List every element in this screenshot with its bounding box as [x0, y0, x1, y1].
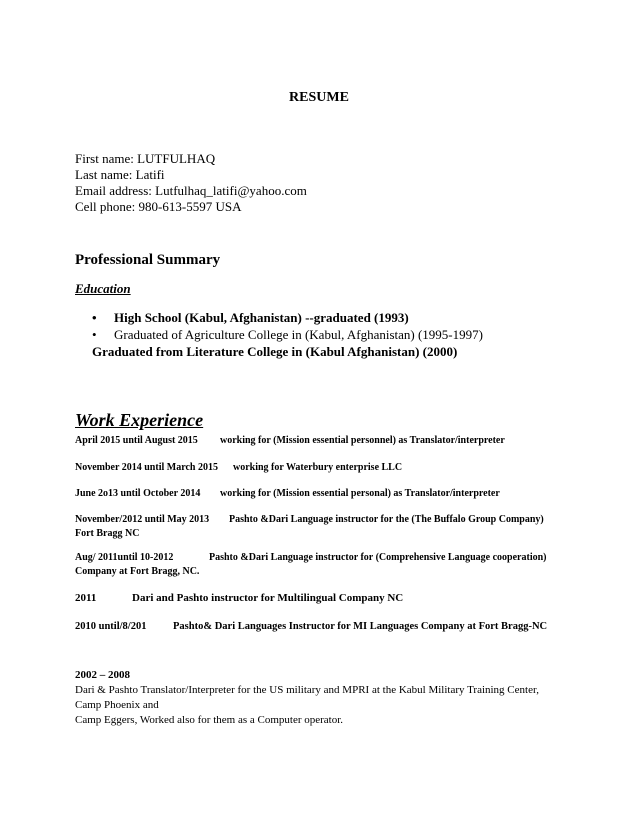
job-date: Aug/ 2011until 10-2012	[75, 552, 174, 563]
education-item-text: High School (Kabul, Afghanistan) --graduated (1993)	[114, 310, 409, 325]
bullet-icon: •	[92, 310, 97, 325]
education-literature-line: Graduated from Literature College in (Kabul Afghanistan) (2000)	[92, 344, 458, 359]
education-item	[92, 310, 409, 326]
education-item-text: Graduated of Agriculture College in (Kabul, Afghanistan) (1995-1997)	[114, 327, 483, 342]
job-description: working for (Mission essential personal) as Translator/interpreter	[220, 488, 500, 499]
job-date: April 2015 until August 2015	[75, 435, 198, 446]
job-location: Fort Bragg NC	[75, 528, 140, 539]
bullet-icon: •	[92, 327, 97, 342]
resume-title: RESUME	[289, 90, 349, 105]
job-description: Pashto &Dari Language instructor for the (The Buffalo Group Company)	[229, 514, 544, 525]
job-date: November 2014 until March 2015	[75, 462, 218, 473]
professional-summary-heading: Professional Summary	[75, 252, 221, 268]
education-heading: Education	[75, 281, 131, 296]
job-entry-line: Camp Eggers, Worked also for them as a Computer operator.	[75, 714, 344, 726]
phone-line: Cell phone: 980-613-5597 USA	[75, 199, 242, 214]
job-date: November/2012 until May 2013	[75, 514, 210, 525]
work-experience-heading: Work Experience	[75, 410, 204, 430]
job-date: 2010 until/8/201	[75, 621, 147, 632]
education-item	[92, 327, 483, 343]
job-date: June 2o13 until October 2014	[75, 488, 201, 499]
job-description: working for Waterbury enterprise LLC	[233, 462, 403, 473]
job-description: Pashto &Dari Language instructor for (Comprehensive Language cooperation)	[209, 552, 547, 563]
job-date: 2011	[75, 592, 97, 604]
job-description: Dari and Pashto instructor for Multilingual Company NC	[132, 592, 404, 604]
job-entry-line: Camp Phoenix and	[75, 699, 159, 711]
job-entry	[75, 434, 505, 448]
email-line: Email address: Lutfulhaq_latifi@yahoo.com	[75, 183, 307, 198]
job-entry	[75, 513, 544, 541]
job-entry-date: 2002 – 2008	[75, 669, 130, 681]
last-name-line: Last name: Latifi	[75, 167, 165, 182]
job-entry-line: Dari & Pashto Translator/Interpreter for the US military and MPRI at the Kabul Military Training Center,	[75, 684, 539, 696]
job-entry	[75, 551, 547, 579]
job-entry	[75, 461, 402, 475]
job-entry	[75, 620, 547, 634]
job-entry	[75, 487, 500, 501]
job-location: Company at Fort Bragg, NC.	[75, 566, 200, 577]
job-description: Pashto& Dari Languages Instructor for MI Languages Company at Fort Bragg-NC	[173, 621, 548, 632]
first-name-line: First name: LUTFULHAQ	[75, 151, 216, 166]
job-description: working for (Mission essential personnel) as Translator/interpreter	[220, 435, 505, 446]
job-entry	[75, 592, 403, 604]
